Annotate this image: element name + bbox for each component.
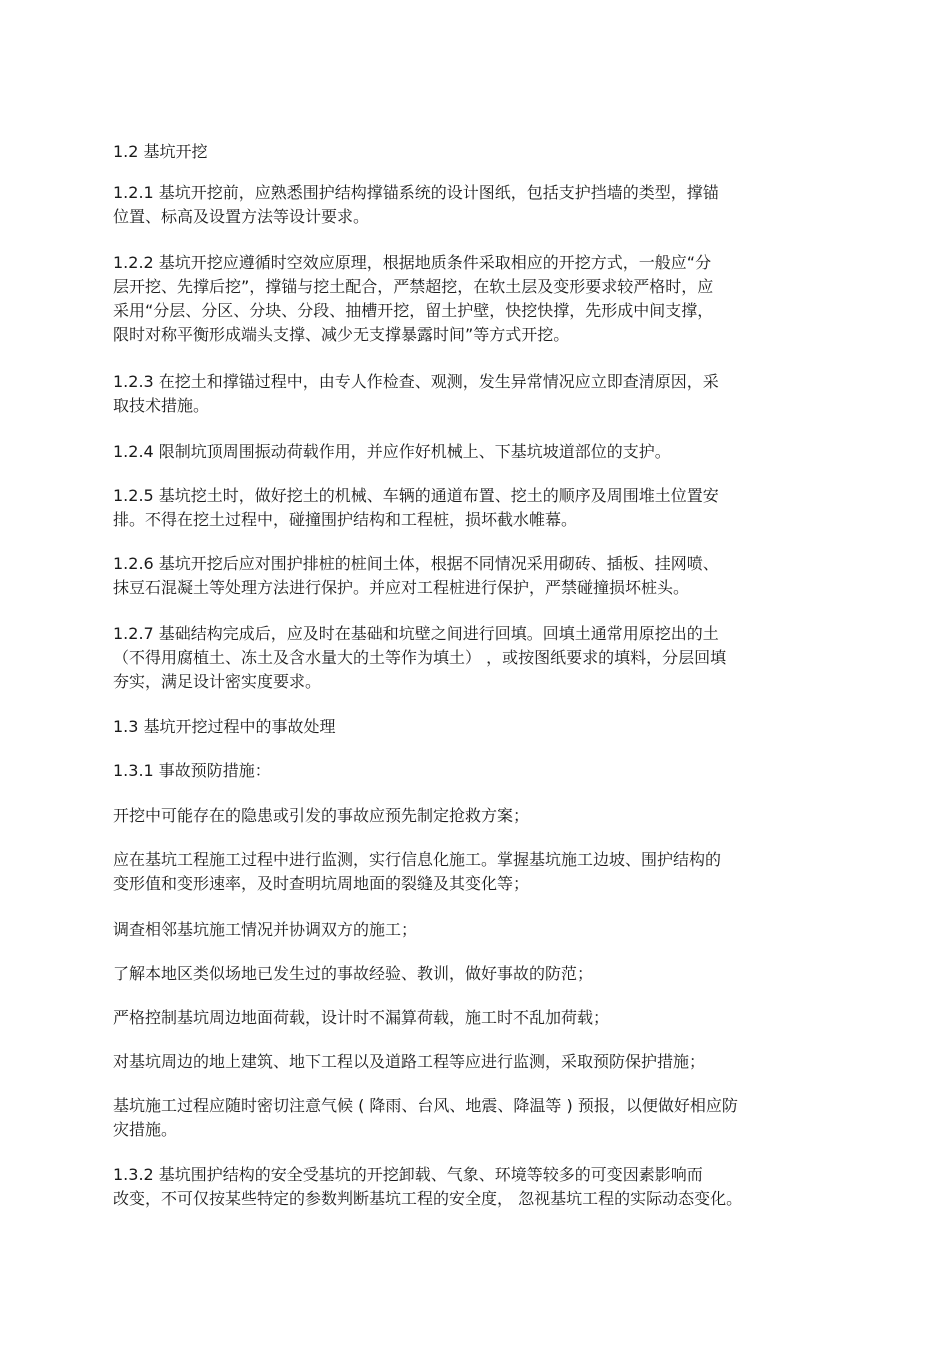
paragraph-1-2-5: 1.2.5 基坑挖土时，做好挖土的机械、车辆的通道布置、挖土的顺序及周围堆土位置安 排。不得在挖土过程中，碰撞围护结构和工程桩，损坏截水帷幕。: [113, 486, 719, 529]
paragraph-1-2-7: 1.2.7 基础结构完成后，应及时在基础和坑壁之间进行回填。回填土通常用原挖出的土 （不得用腐植土、冻土及含水量大的土等作为填土） ，或按图纸要求的填料，分层回填 夯实，满足设计密实度要求。: [113, 624, 727, 691]
list-item-surroundings-monitoring: 对基坑周边的地上建筑、地下工程以及道路工程等应进行监测，采取预防保护措施；: [113, 1052, 706, 1071]
list-item-local-experience: 了解本地区类似场地已发生过的事故经验、教训，做好事故的防范；: [113, 964, 594, 983]
paragraph-1-2-6: 1.2.6 基坑开挖后应对围护排桩的桩间土体，根据不同情况采用砌砖、插板、挂网喷、 抹豆石混凝土等处理方法进行保护。并应对工程桩进行保护，严禁碰撞损坏桩头。: [113, 554, 719, 597]
list-item-weather: 基坑施工过程应随时密切注意气候 ( 降雨、台风、地震、降温等 ) 预报，以便做好相应防 灾措施。: [113, 1096, 738, 1139]
list-item-load-control: 严格控制基坑周边地面荷载，设计时不漏算荷载，施工时不乱加荷载；: [113, 1008, 610, 1027]
list-item-monitoring: 应在基坑工程施工过程中进行监测，实行信息化施工。掌握基坑施工边坡、围护结构的 变形值和变形速率，及时查明坑周地面的裂缝及其变化等；: [113, 850, 722, 893]
heading-1-2: 1.2 基坑开挖: [113, 142, 208, 161]
list-item-emergency-plan: 开挖中可能存在的隐患或引发的事故应预先制定抢救方案；: [113, 806, 530, 825]
paragraph-1-3-1: 1.3.1 事故预防措施：: [113, 761, 271, 780]
paragraph-1-2-1: 1.2.1 基坑开挖前，应熟悉围护结构撑锚系统的设计图纸，包括支护挡墙的类型，撑锚 位置、标高及设置方法等设计要求。: [113, 183, 719, 226]
paragraph-1-2-2: 1.2.2 基坑开挖应遵循时空效应原理，根据地质条件采取相应的开挖方式，一般应“分 层开挖、先撑后挖”，撑锚与挖土配合，严禁超挖，在软土层及变形要求较严格时，应 采用“分层、分区、分块、分段、抽槽开挖，留土护壁，快挖快撑，先形成中间支撑， 限时对称平衡形成端头支撑、减少无支撑暴露时间”等方式开挖。: [113, 253, 714, 344]
paragraph-1-2-3: 1.2.3 在挖土和撑锚过程中，由专人作检查、观测，发生异常情况应立即查清原因，采 取技术措施。: [113, 372, 719, 415]
list-item-adjacent-survey: 调查相邻基坑施工情况并协调双方的施工；: [113, 920, 418, 939]
paragraph-1-3-2: 1.3.2 基坑围护结构的安全受基坑的开挖卸载、气象、环境等较多的可变因素影响而 改变，不可仅按某些特定的参数判断基坑工程的安全度， 忽视基坑工程的实际动态变化。: [113, 1165, 743, 1208]
paragraph-1-2-4: 1.2.4 限制坑顶周围振动荷载作用，并应作好机械上、下基坑坡道部位的支护。: [113, 442, 671, 461]
heading-1-3: 1.3 基坑开挖过程中的事故处理: [113, 717, 336, 736]
